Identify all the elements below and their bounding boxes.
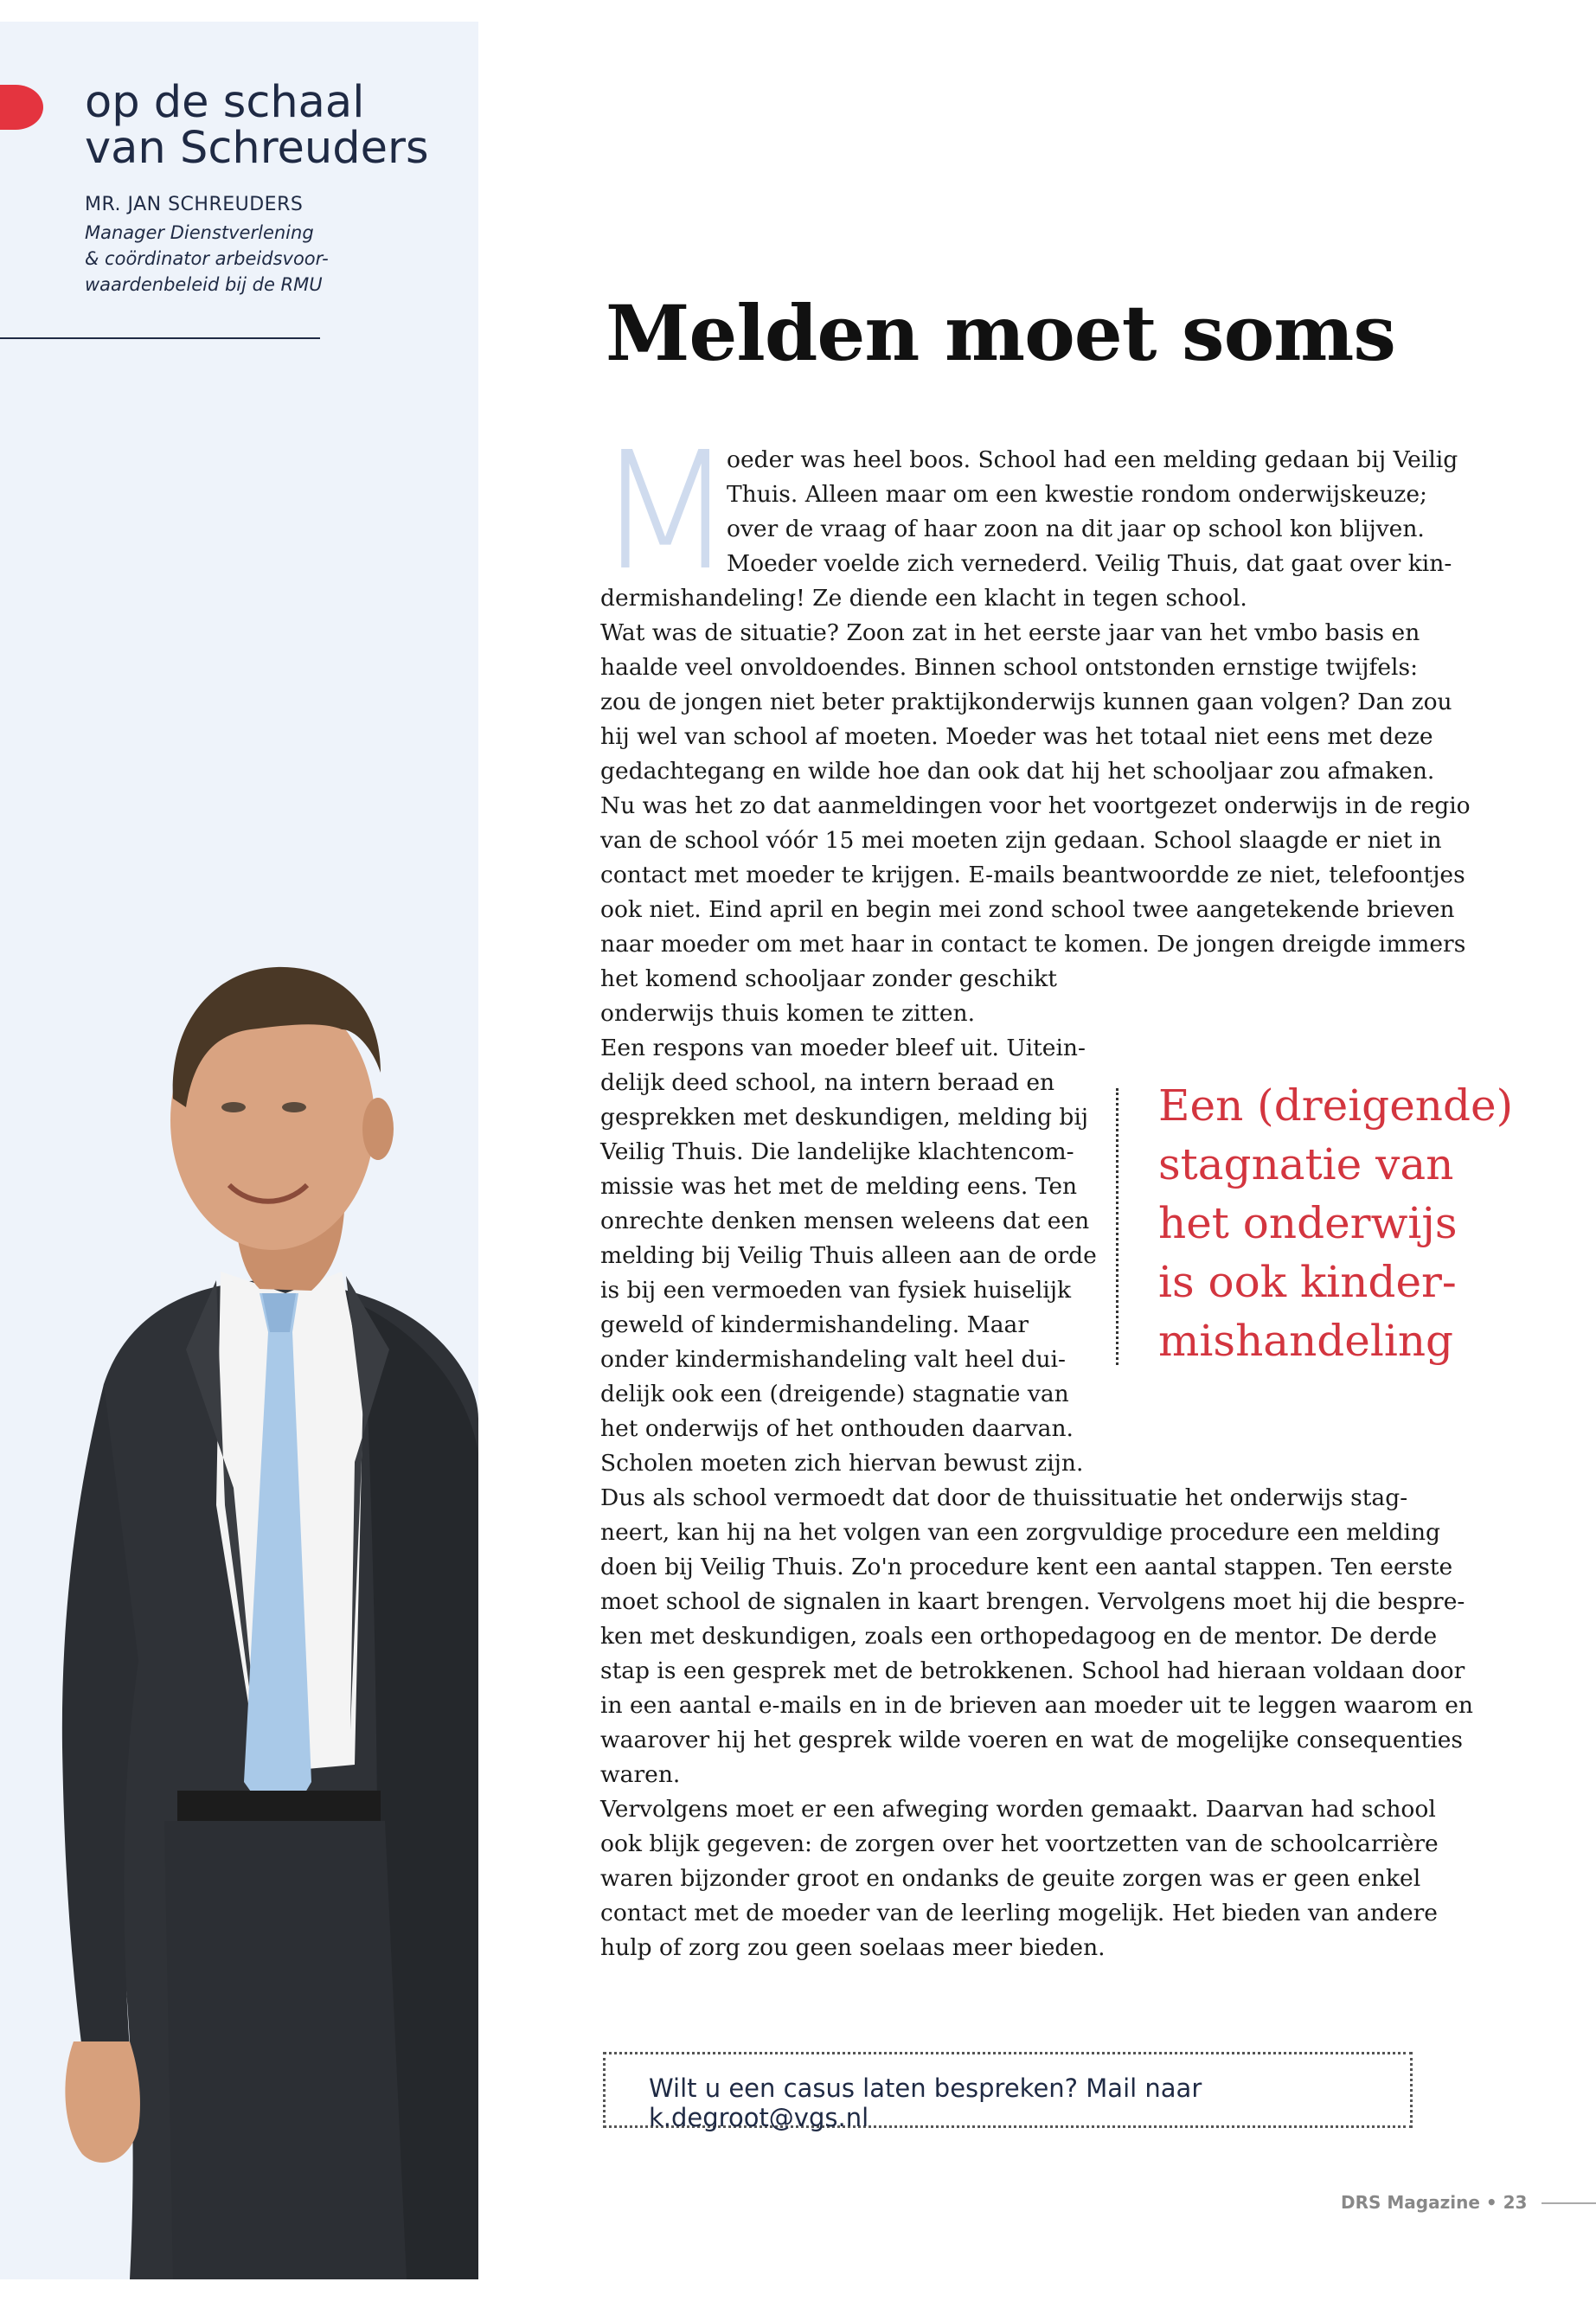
article-headline: Melden moet soms [606,288,1395,378]
drop-cap: M [595,417,736,606]
body-line: ook blijk gegeven: de zorgen over het voortzetten van de schoolcarrière [600,1830,1439,1857]
author-role-line: waardenbeleid bij de RMU [85,274,323,295]
body-line: Thuis. Alleen maar om een kwestie rondom onderwijskeuze; [727,481,1427,508]
author-role-line: & coördinator arbeidsvoor- [85,248,329,269]
pull-quote-line: mishandeling [1158,1316,1454,1366]
body-line: Nu was het zo dat aanmeldingen voor het voortgezet onderwijs in de regio [600,792,1471,819]
body-line: Veilig Thuis. Die landelijke klachtencom- [600,1138,1074,1165]
body-line: stap is een gesprek met de betrokkenen. School had hieraan voldaan door [600,1657,1465,1684]
section-title-line: van Schreuders [85,123,429,174]
body-line: dermishandeling! Ze diende een klacht in tegen school. [600,585,1247,612]
body-line: onrechte denken mensen weleens dat een [600,1208,1090,1234]
contact-callout-text[interactable]: Wilt u een casus laten bespreken? Mail naar k.degroot@vgs.nl [649,2073,1202,2132]
body-line: oeder was heel boos. School had een melding gedaan bij Veilig [727,446,1458,473]
body-line: zou de jongen niet beter praktijkonderwijs kunnen gaan volgen? Dan zou [600,689,1452,715]
pull-quote-line: is ook kinder- [1158,1257,1457,1307]
body-line: moet school de signalen in kaart brengen. Vervolgens moet hij die bespre- [600,1588,1465,1615]
author-name: MR. JAN SCHREUDERS [85,194,304,215]
footer-divider [1542,2202,1596,2204]
body-line: ook niet. Eind april en begin mei zond school twee aangetekende brieven [600,896,1455,923]
body-line: gedachtegang en wilde hoe dan ook dat hij het schooljaar zou afmaken. [600,758,1435,785]
body-line: ken met deskundigen, zoals een orthopedagoog en de mentor. De derde [600,1623,1438,1650]
body-line: waren bijzonder groot en ondanks de geuite zorgen was er geen enkel [600,1865,1421,1892]
body-line: het komend schooljaar zonder geschikt [600,965,1057,992]
body-line: delijk deed school, na intern beraad en [600,1069,1055,1096]
body-line: delijk ook een (dreigende) stagnatie van [600,1381,1069,1407]
body-line: naar moeder om met haar in contact te komen. De jongen dreigde immers [600,931,1466,958]
footer-separator: • [1485,2192,1497,2213]
body-line: Vervolgens moet er een afweging worden gemaakt. Daarvan had school [600,1796,1436,1823]
pull-quote-text [1158,1076,1539,1370]
section-title-line: op de schaal [85,77,365,128]
author-divider [0,337,320,339]
page-number: 23 [1503,2192,1528,2213]
author-portrait [0,900,478,2279]
contact-callout [603,2052,1413,2132]
author-role-line: Manager Dienstverlening [85,222,314,243]
body-line: in een aantal e-mails en in de brieven aan moeder uit te leggen waarom en [600,1692,1473,1719]
pull-quote [1116,1080,1514,1366]
body-line: geweld of kindermishandeling. Maar [600,1311,1029,1338]
pull-quote-line: het onderwijs [1158,1198,1458,1248]
body-line: is bij een vermoeden van fysiek huiselijk [600,1277,1072,1304]
body-line: contact met de moeder van de leerling mogelijk. Het bieden van andere [600,1900,1438,1926]
body-line: gesprekken met deskundigen, melding bij [600,1104,1089,1131]
body-line: Wat was de situatie? Zoon zat in het eerste jaar van het vmbo basis en [600,619,1420,646]
page-footer [1341,2192,1527,2213]
body-line: waren. [600,1761,681,1788]
body-line: hij wel van school af moeten. Moeder was het totaal niet eens met deze [600,723,1433,750]
body-line: Een respons van moeder bleef uit. Uitein- [600,1035,1086,1061]
pull-quote-line: Een (dreigende) [1158,1080,1514,1131]
body-line: melding bij Veilig Thuis alleen aan de orde [600,1242,1097,1269]
body-line: onder kindermishandeling valt heel dui- [600,1346,1066,1373]
body-line: Dus als school vermoedt dat door de thuissituatie het onderwijs stag- [600,1484,1408,1511]
pull-quote-line: stagnatie van [1158,1139,1454,1189]
body-line: Moeder voelde zich vernederd. Veilig Thuis, dat gaat over kin- [727,550,1452,577]
body-line: hulp of zorg zou geen soelaas meer bieden. [600,1934,1106,1961]
magazine-name: DRS Magazine [1341,2192,1480,2213]
body-line: contact met moeder te krijgen. E-mails beantwoordde ze niet, telefoontjes [600,862,1465,888]
body-line: missie was het met de melding eens. Ten [600,1173,1078,1200]
body-line: Scholen moeten zich hiervan bewust zijn. [600,1450,1084,1477]
body-line: onderwijs thuis komen te zitten. [600,1000,975,1027]
body-line: van de school vóór 15 mei moeten zijn gedaan. School slaagde er niet in [600,827,1442,854]
body-line: neert, kan hij na het volgen van een zorgvuldige procedure een melding [600,1519,1440,1546]
body-line: haalde veel onvoldoendes. Binnen school ontstonden ernstige twijfels: [600,654,1419,681]
author-role [85,220,344,298]
section-title [85,77,465,174]
body-line: het onderwijs of het onthouden daarvan. [600,1415,1074,1442]
body-line: waarover hij het gesprek wilde voeren en wat de mogelijke consequenties [600,1727,1464,1753]
body-line: doen bij Veilig Thuis. Zo'n procedure kent een aantal stappen. Ten eerste [600,1554,1453,1580]
body-line: over de vraag of haar zoon na dit jaar op school kon blijven. [727,516,1425,542]
